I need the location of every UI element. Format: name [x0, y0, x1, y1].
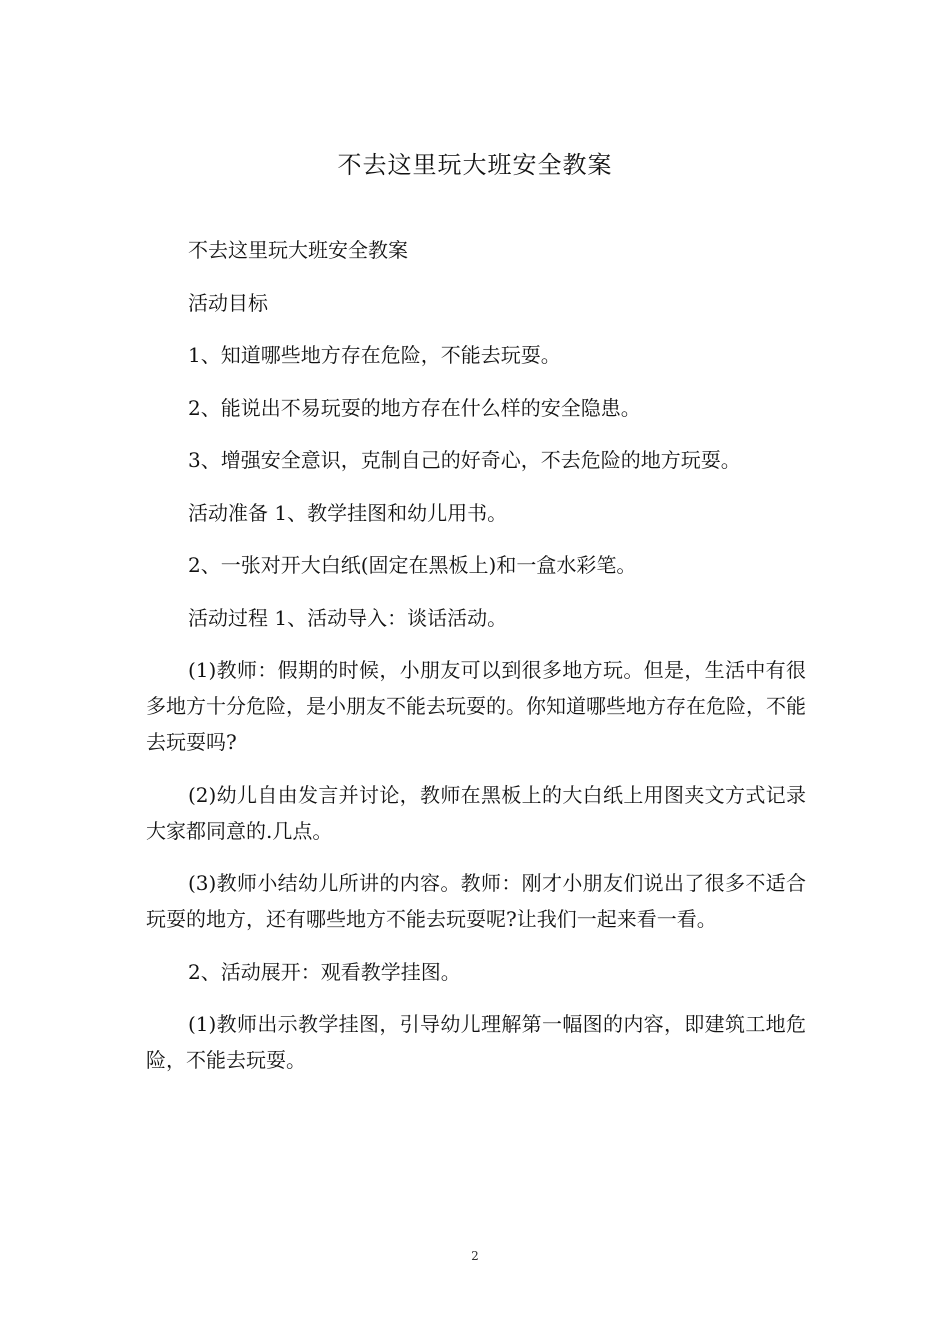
paragraph: (3)教师小结幼儿所讲的内容。教师：刚才小朋友们说出了很多不适合玩耍的地方，还有哪些地方不能去玩耍呢?让我们一起来看一看。: [146, 871, 806, 931]
paragraph: 不去这里玩大班安全教案: [188, 238, 408, 262]
paragraph: 活动目标: [188, 290, 268, 315]
paragraph: (2)幼儿自由发言并讨论，教师在黑板上的大白纸上用图夹文方式记录大家都同意的.几点。: [146, 782, 806, 843]
paragraph: 2、一张对开大白纸(固定在黑板上)和一盒水彩笔。: [188, 553, 637, 577]
paragraph: 活动准备 1、教学挂图和幼儿用书。: [188, 500, 508, 525]
paragraph: 2、活动展开：观看教学挂图。: [188, 959, 461, 984]
paragraph: 2、能说出不易玩耍的地方存在什么样的安全隐患。: [188, 395, 641, 420]
paragraph: 3、增强安全意识，克制自己的好奇心，不去危险的地方玩耍。: [188, 448, 741, 472]
page-number: 2: [471, 1249, 479, 1263]
paragraph: 活动过程 1、活动导入：谈话活动。: [188, 605, 508, 630]
paragraph: 1、知道哪些地方存在危险，不能去玩耍。: [188, 343, 561, 367]
paragraph: (1)教师出示教学挂图，引导幼儿理解第一幅图的内容，即建筑工地危险，不能去玩耍。: [146, 1012, 806, 1072]
document-title: 不去这里玩大班安全教案: [337, 151, 613, 179]
paragraph: (1)教师：假期的时候，小朋友可以到很多地方玩。但是，生活中有很多地方十分危险，是小朋友不能去玩耍的。你知道哪些地方存在危险，不能去玩耍吗?: [146, 658, 806, 754]
document-body: [146, 232, 806, 1095]
